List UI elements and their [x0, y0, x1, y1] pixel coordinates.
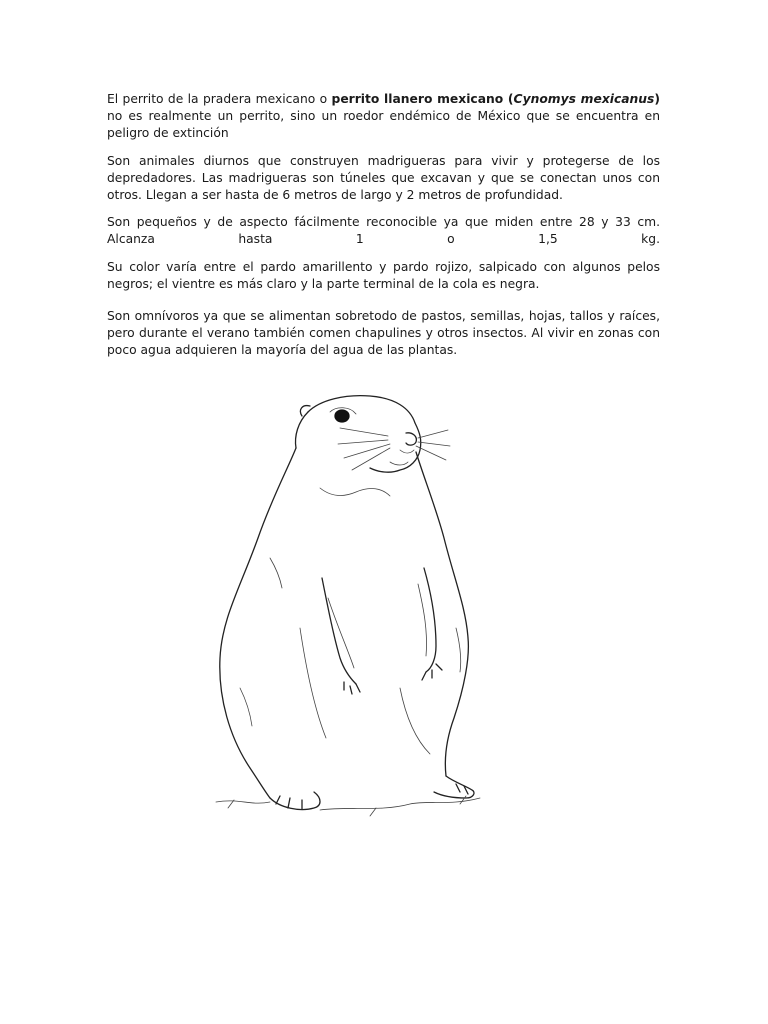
intro-paragraph — [107, 91, 660, 142]
burrows-paragraph: Son animales diurnos que construyen madrigueras para vivir y protegerse de los depredadores. Las madrigueras son túneles que excavan y que se conectan unos con otros. Llegan a ser hasta de 6 metros de largo y 2 metros de profundidad. — [107, 154, 660, 202]
size-line-2: Alcanza hasta 1 o 1,5 kg. — [107, 232, 660, 246]
size-line-1: Son pequeños y de aspecto fácilmente reconocible ya que miden entre 28 y 33 cm. — [107, 215, 660, 229]
diet-paragraph: Son omnívoros ya que se alimentan sobretodo de pastos, semillas, hojas, tallos y raíces, pero durante el verano también comen chapulines y otros insectos. Al vivir en zonas con poco agua adquieren la mayoría del agua de las plantas. — [107, 309, 660, 357]
prairie-dog-illustration — [210, 388, 500, 828]
intro-text-2: no es realmente un perrito, sino un roedor endémico de México que se encuentra en peligro de extinción — [107, 109, 660, 140]
size-paragraph — [107, 214, 660, 248]
species-name: Cynomys mexicanus — [513, 92, 655, 106]
intro-text-1: El perrito de la pradera mexicano o — [107, 92, 332, 106]
common-name-close: ) — [654, 92, 661, 106]
color-paragraph: Su color varía entre el pardo amarillento y pardo rojizo, salpicado con algunos pelos negros; el vientre es más claro y la parte terminal de la cola es negra. — [107, 260, 660, 291]
common-name: perrito llanero mexicano ( — [331, 92, 514, 106]
article-text — [107, 91, 660, 359]
